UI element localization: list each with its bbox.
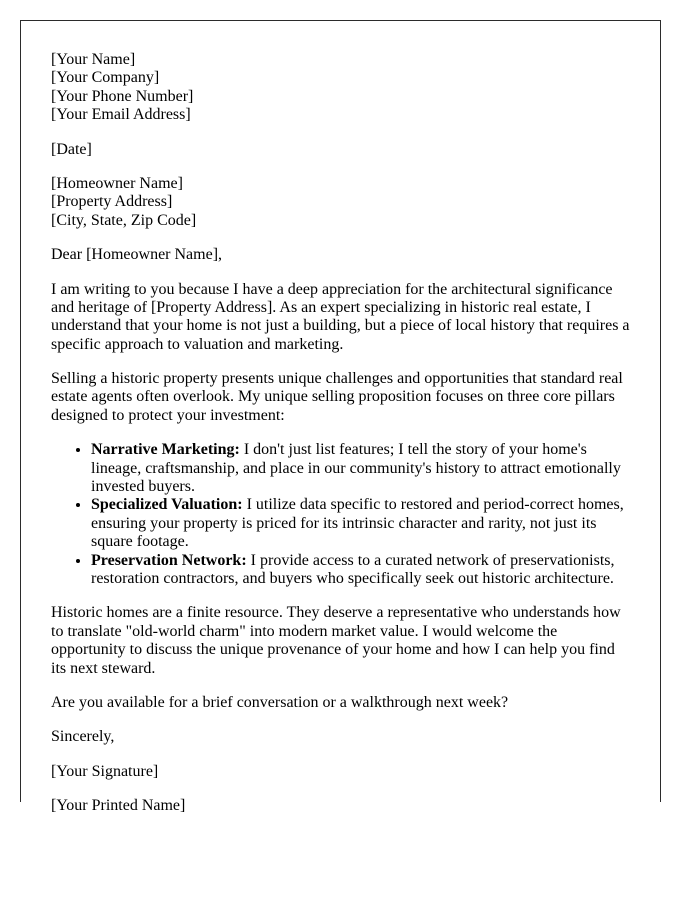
pillar-label: Specialized Valuation: <box>91 496 243 514</box>
recipient-city-state-zip: [City, State, Zip Code] <box>51 211 197 229</box>
sender-phone: [Your Phone Number] <box>51 87 194 105</box>
sender-email: [Your Email Address] <box>51 106 191 124</box>
closing: Sincerely, <box>51 728 115 746</box>
sender-name: [Your Name] <box>51 51 136 68</box>
printed-name-placeholder: [Your Printed Name] <box>51 797 186 815</box>
pillar-text: I provide access to a curated network of preservationists, restoration contractors, and buyers who specifically seek out historic architecture. <box>91 551 615 587</box>
paragraph-intro: I am writing to you because I have a deep appreciation for the architectural significance and heritage of [Property Address]. As an expert specializing in historic real estate, I understand that your home is not just a building, but a piece of local history that requires a specific approach to valuation and marketing. <box>51 280 630 353</box>
salutation: Dear [Homeowner Name], <box>51 246 223 264</box>
recipient-address: [Property Address] <box>51 193 173 211</box>
pillar-label: Preservation Network: <box>91 551 247 569</box>
pillar-label: Narrative Marketing: <box>91 441 240 459</box>
recipient-block <box>51 175 630 230</box>
letter-page <box>20 20 661 815</box>
pillars-list <box>51 441 630 588</box>
signature-placeholder: [Your Signature] <box>51 762 159 780</box>
pillar-text: I utilize data specific to restored and period-correct homes, ensuring your property is priced for its intrinsic character and rarity, not just its square footage. <box>91 496 624 551</box>
sender-block <box>51 51 630 125</box>
sender-company: [Your Company] <box>51 69 160 87</box>
paragraph-cta: Are you available for a brief conversation or a walkthrough next week? <box>51 693 509 711</box>
recipient-name: [Homeowner Name] <box>51 174 183 192</box>
paragraph-value: Historic homes are a finite resource. They deserve a representative who understands how to translate "old-world charm" into modern market value. I would welcome the opportunity to discuss the unique provenance of your home and how I can help you find its next steward. <box>51 604 621 677</box>
list-item-narrative-marketing <box>91 441 630 496</box>
date-line: [Date] <box>51 140 92 158</box>
list-item-specialized-valuation <box>91 496 630 551</box>
paragraph-usp: Selling a historic property presents unique challenges and opportunities that standard real estate agents often overlook. My unique selling proposition focuses on three core pillars designed to protect your investment: <box>51 370 623 424</box>
list-item-preservation-network <box>91 552 630 589</box>
pillar-text: I don't just list features; I tell the story of your home's lineage, craftsmanship, and place in our community's history to attract emotionally invested buyers. <box>91 441 621 496</box>
